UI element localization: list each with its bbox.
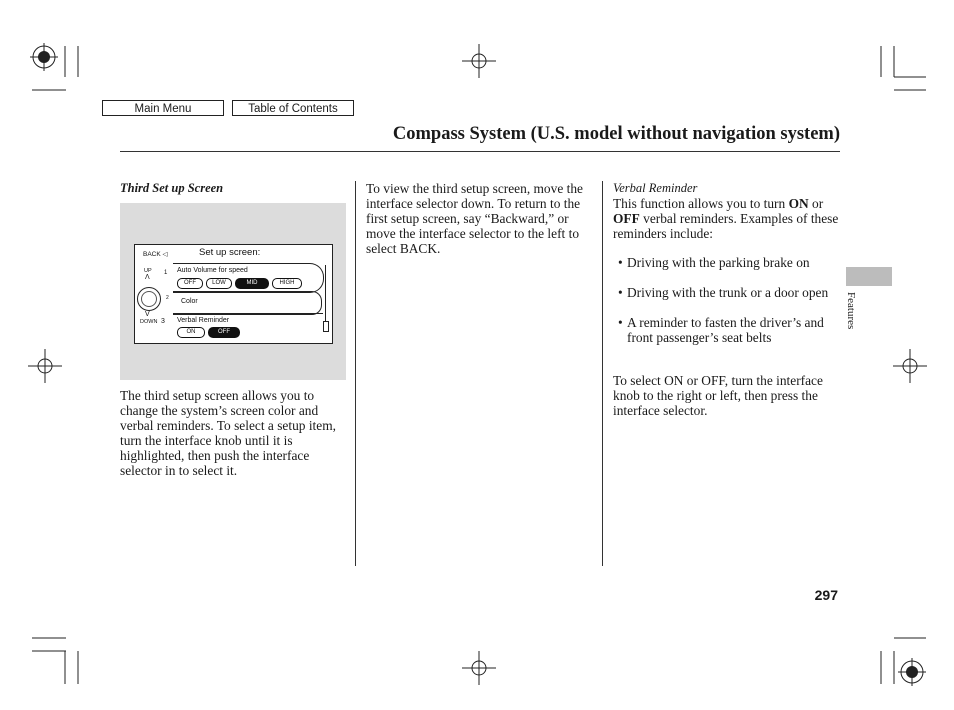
reminder-list <box>613 255 839 360</box>
option-on[interactable]: ON <box>177 327 205 338</box>
section-tab <box>846 267 892 286</box>
row-number: 3 <box>161 318 165 325</box>
screen-title: Set up screen: <box>199 247 261 258</box>
auto-volume-row[interactable] <box>173 263 324 293</box>
row-label: Verbal Reminder <box>177 317 230 324</box>
scrollbar-thumb[interactable] <box>323 321 329 332</box>
verbal-reminder-row[interactable] <box>173 313 323 340</box>
down-label: DOWN <box>140 319 158 325</box>
page-number: 297 <box>814 587 838 603</box>
row-number: 2 <box>166 295 169 301</box>
option-off[interactable]: OFF <box>177 278 203 289</box>
section-label: Third Set up Screen <box>120 181 224 195</box>
column-divider <box>355 181 356 566</box>
row-label: Auto Volume for speed <box>177 267 248 274</box>
col1-paragraph: The third setup screen allows you to change the system’s screen color and verbal reminders. To select a setup item, turn the interface knob until it is highlighted, then push the interface selector in to select it. <box>120 388 336 478</box>
screen-figure <box>120 203 346 380</box>
col2-paragraph: To view the third setup screen, move the interface selector down. To return to the first setup screen, say “Backward,” or move the interface selector to the left to select BACK. <box>366 181 583 256</box>
col3-intro: This function allows you to turn ON or OFF verbal reminders. Examples of these reminders include: <box>613 196 839 241</box>
row-label: Color <box>181 298 198 305</box>
row-number: 1 <box>164 270 168 276</box>
table-of-contents-button[interactable]: Table of Contents <box>232 100 354 116</box>
page-title: Compass System (U.S. model without navigation system) <box>392 124 840 144</box>
up-arrow-icon: Λ <box>145 274 150 281</box>
title-rule <box>120 151 840 152</box>
color-row[interactable] <box>173 291 322 315</box>
list-item: • Driving with the parking brake on <box>613 255 839 270</box>
scrollbar[interactable] <box>325 265 326 327</box>
knob-icon <box>137 287 161 311</box>
up-label: UP <box>144 268 152 274</box>
setup-screen <box>134 244 333 344</box>
down-arrow-icon: V <box>145 311 150 318</box>
option-mid[interactable]: MID <box>235 278 269 289</box>
section-tab-label: Features <box>845 292 857 330</box>
col3-paragraph: To select ON or OFF, turn the interface knob to the right or left, then press the interface selector. <box>613 373 823 418</box>
section-label: Verbal Reminder <box>613 181 698 195</box>
back-label: BACK ◁ <box>143 251 168 258</box>
option-low[interactable]: LOW <box>206 278 232 289</box>
column-divider <box>602 181 603 566</box>
option-high[interactable]: HIGH <box>272 278 302 289</box>
option-off[interactable]: OFF <box>208 327 240 338</box>
list-item: • A reminder to fasten the driver’s and front passenger’s seat belts <box>613 315 839 345</box>
main-menu-button[interactable]: Main Menu <box>102 100 224 116</box>
list-item: • Driving with the trunk or a door open <box>613 285 839 300</box>
